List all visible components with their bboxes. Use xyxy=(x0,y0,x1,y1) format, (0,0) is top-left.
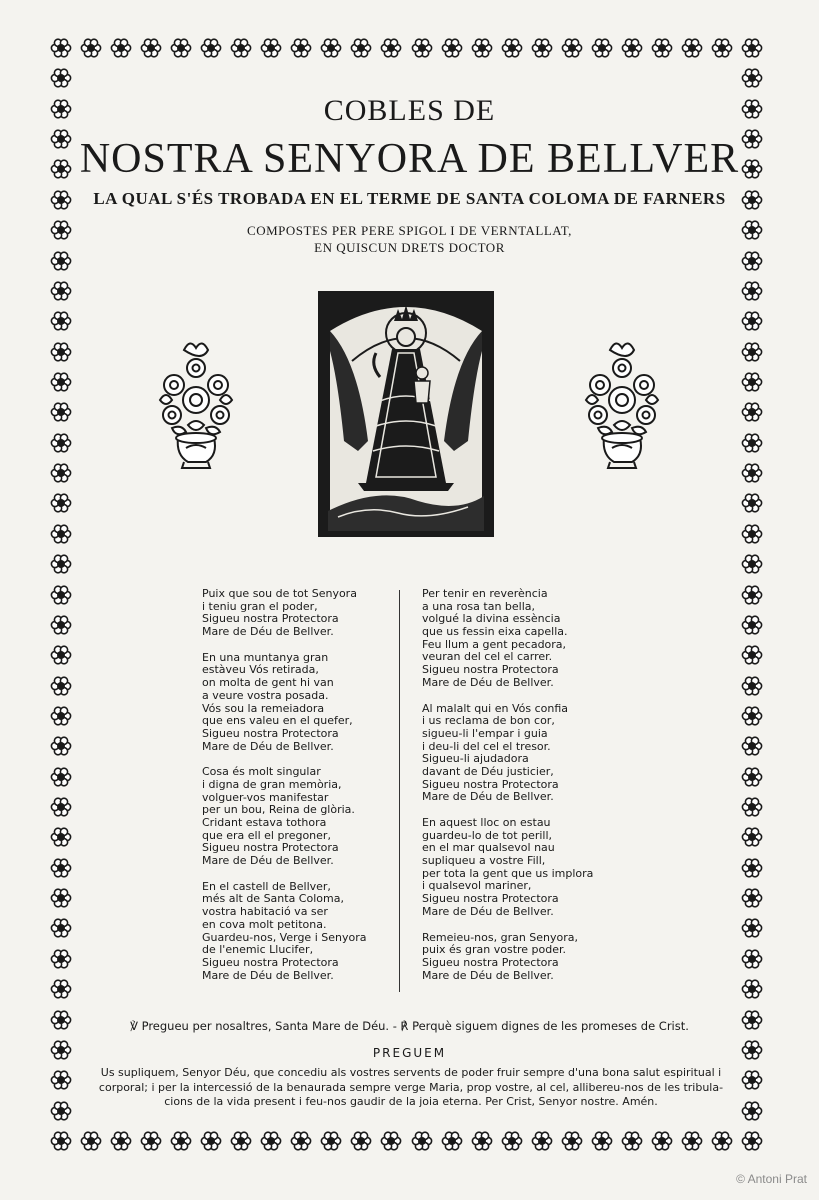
rosette-icon xyxy=(110,37,132,59)
prayer-line: corporal; i per la intercessió de la benaurada sempre verge Maria, prop vostre, al cel, allibereu-nos de les tribula- xyxy=(98,1080,724,1094)
author-line-2: EN QUISCUN DRETS DOCTOR xyxy=(314,240,505,255)
rosette-icon xyxy=(741,462,763,484)
rosette-icon xyxy=(290,1130,312,1152)
rosette-icon xyxy=(741,401,763,423)
rosette-icon xyxy=(501,1130,523,1152)
rosette-icon xyxy=(50,401,72,423)
rosette-icon xyxy=(380,1130,402,1152)
poem-line: Mare de Déu de Bellver. xyxy=(422,904,554,918)
poem-line: Puix que sou de tot Senyora xyxy=(202,587,357,600)
rosette-icon xyxy=(80,1130,102,1152)
poem-line: Sigueu nostra Protectora xyxy=(422,663,559,677)
rosette-icon xyxy=(170,1130,192,1152)
rosette-icon xyxy=(741,796,763,818)
rosette-icon xyxy=(50,432,72,454)
poem-line: En aquest lloc on estau xyxy=(422,816,551,829)
poem-line: Sigueu nostra Protectora xyxy=(422,955,559,969)
rosette-icon xyxy=(411,37,433,59)
rosette-icon xyxy=(260,37,282,59)
rosette-icon xyxy=(741,766,763,788)
rosette-icon xyxy=(320,1130,342,1152)
rosette-icon xyxy=(50,917,72,939)
rosette-icon xyxy=(50,37,72,59)
versicle: ℣ Pregueu per nosaltres, Santa Mare de Déu. - ℟ Perquè siguem dignes de les promeses de Crist. xyxy=(130,1019,689,1033)
title-line-2: NOSTRA SENYORA DE BELLVER xyxy=(79,136,740,182)
flower-vase-icon xyxy=(148,330,244,470)
poem-line: Feu llum a gent pecadora, xyxy=(422,637,567,651)
poem-line: Vós sou la remeiadora xyxy=(202,701,325,715)
rosette-icon xyxy=(741,67,763,89)
rosette-icon xyxy=(741,584,763,606)
rosette-icon xyxy=(50,705,72,727)
poem-line: i qualsevol mariner, xyxy=(422,879,532,893)
poem-line: Sigueu nostra Protectora xyxy=(422,892,559,906)
virgin-woodcut-icon xyxy=(318,291,494,537)
rosette-icon xyxy=(350,1130,372,1152)
rosette-icon xyxy=(471,37,493,59)
poem-line: i deu-li del cel el tresor. xyxy=(422,739,551,753)
rosette-icon xyxy=(621,1130,643,1152)
author-line-1: COMPOSTES PER PERE SPIGOL I DE VERNTALLAT, xyxy=(247,223,572,238)
rosette-icon xyxy=(441,37,463,59)
poem-line: en cova molt petitona. xyxy=(202,917,327,931)
rosette-icon xyxy=(741,857,763,879)
rosette-icon xyxy=(741,644,763,666)
poem-line: vostra habitació va ser xyxy=(202,905,328,919)
poem-line: en el mar qualsevol nau xyxy=(422,841,555,855)
rosette-icon xyxy=(290,37,312,59)
rosette-icon xyxy=(651,1130,673,1152)
poem-line: sigueu-li l'empar i guia xyxy=(422,726,548,740)
poem-line: puix és gran vostre poder. xyxy=(422,943,567,957)
rosette-icon xyxy=(50,1069,72,1091)
poem-line: Mare de Déu de Bellver. xyxy=(202,739,334,753)
rosette-icon xyxy=(741,978,763,1000)
rosette-icon xyxy=(50,1130,72,1152)
rosette-icon xyxy=(260,1130,282,1152)
rosette-icon xyxy=(320,37,342,59)
rosette-icon xyxy=(230,37,252,59)
rosette-icon xyxy=(50,371,72,393)
rosette-icon xyxy=(140,1130,162,1152)
poem-line: Cosa és molt singular xyxy=(202,765,321,779)
poem-line: supliqueu a vostre Fill, xyxy=(422,854,546,868)
rosette-icon xyxy=(741,735,763,757)
poem-line: i teniu gran el poder, xyxy=(202,599,318,613)
poem-line: de l'enemic Llucifer, xyxy=(202,943,314,957)
poem-line: a una rosa tan bella, xyxy=(422,599,536,613)
rosette-icon xyxy=(50,735,72,757)
rosette-icon xyxy=(741,1100,763,1122)
rosette-icon xyxy=(50,948,72,970)
subtitle: LA QUAL S'ÉS TROBADA EN EL TERME DE SANTA COLOMA DE FARNERS xyxy=(93,189,726,208)
poem-right-column xyxy=(422,588,593,982)
rosette-icon xyxy=(741,492,763,514)
rosette-icon xyxy=(741,341,763,363)
rosette-icon xyxy=(591,1130,613,1152)
rosette-icon xyxy=(50,826,72,848)
rosette-icon xyxy=(591,37,613,59)
poem-line: que era ell el pregoner, xyxy=(202,828,331,842)
stanza-gap xyxy=(202,868,366,881)
rosette-icon xyxy=(651,37,673,59)
rosette-icon xyxy=(531,37,553,59)
copyright-credit: © Antoni Prat xyxy=(736,1172,807,1186)
rosette-icon xyxy=(741,310,763,332)
rosette-icon xyxy=(380,37,402,59)
poem-line: per tota la gent que us implora xyxy=(422,866,594,880)
prayer xyxy=(96,1066,726,1110)
rosette-icon xyxy=(621,37,643,59)
rosette-icon xyxy=(411,1130,433,1152)
poem-line: Remeieu-nos, gran Senyora, xyxy=(422,930,579,944)
rosette-icon xyxy=(741,280,763,302)
poem-line: En el castell de Bellver, xyxy=(202,879,331,893)
poem-line: Sigueu-li ajudadora xyxy=(422,752,529,766)
rosette-icon xyxy=(50,644,72,666)
rosette-icon xyxy=(741,523,763,545)
rosette-icon xyxy=(350,37,372,59)
poem-line: estàveu Vós retirada, xyxy=(202,663,319,677)
rosette-icon xyxy=(200,37,222,59)
rosette-icon xyxy=(50,887,72,909)
poem-line: Sigueu nostra Protectora xyxy=(202,841,339,855)
poem-line: on molta de gent hi van xyxy=(202,676,334,690)
poem-line: volgué la divina essència xyxy=(422,612,561,626)
rosette-icon xyxy=(441,1130,463,1152)
prayer-line: cions de la vida present i feu-nos gaudir de la joia eterna. Per Crist, Senyor nostre. Amén. xyxy=(164,1095,658,1108)
rosette-icon xyxy=(50,280,72,302)
rosette-icon xyxy=(50,614,72,636)
rosette-icon xyxy=(501,37,523,59)
rosette-icon xyxy=(741,432,763,454)
rosette-icon xyxy=(140,37,162,59)
poem-line: En una muntanya gran xyxy=(202,650,329,664)
poem-line: i us reclama de bon cor, xyxy=(422,714,555,728)
rosette-icon xyxy=(561,1130,583,1152)
rosette-icon xyxy=(50,796,72,818)
rosette-icon xyxy=(80,37,102,59)
poem-line: davant de Déu justicier, xyxy=(422,764,554,778)
rosette-icon xyxy=(741,1069,763,1091)
rosette-icon xyxy=(50,462,72,484)
rosette-icon xyxy=(50,857,72,879)
rosette-icon xyxy=(170,37,192,59)
poem-line: veuran del cel el carrer. xyxy=(422,650,553,664)
poem-line: Mare de Déu de Bellver. xyxy=(422,790,554,804)
rosette-icon xyxy=(741,371,763,393)
poem-line: i digna de gran memòria, xyxy=(202,777,342,791)
poem-line: Mare de Déu de Bellver. xyxy=(202,968,334,982)
poem-line: Sigueu nostra Protectora xyxy=(202,955,339,969)
rosette-icon xyxy=(50,675,72,697)
poem-line: que ens valeu en el quefer, xyxy=(202,714,353,728)
title-line-1: COBLES DE xyxy=(323,94,496,127)
poem-line: per un bou, Reina de glòria. xyxy=(202,803,355,817)
rosette-icon xyxy=(50,978,72,1000)
rosette-icon xyxy=(531,1130,553,1152)
poem-line: volguer-vos manifestar xyxy=(202,790,329,804)
rosette-icon xyxy=(50,310,72,332)
rosette-icon xyxy=(681,1130,703,1152)
rosette-icon xyxy=(741,553,763,575)
prayer-line: Us supliquem, Senyor Déu, que concediu als vostres servents de poder fruir sempre d'una bona salut espiritual i xyxy=(100,1066,722,1079)
rosette-icon xyxy=(50,67,72,89)
column-divider xyxy=(399,590,400,992)
rosette-icon xyxy=(50,766,72,788)
poem-line: Per tenir en reverència xyxy=(422,587,548,600)
rosette-icon xyxy=(711,1130,733,1152)
rosette-icon xyxy=(200,1130,222,1152)
flower-vase-icon xyxy=(574,330,670,470)
rosette-icon xyxy=(50,523,72,545)
rosette-icon xyxy=(741,917,763,939)
poem-line: més alt de Santa Coloma, xyxy=(202,892,344,906)
poem-line: Mare de Déu de Bellver. xyxy=(422,968,554,982)
rosette-icon xyxy=(741,37,763,59)
rosette-icon xyxy=(741,614,763,636)
poem-line: Sigueu nostra Protectora xyxy=(422,777,559,791)
poem-line: Guardeu-nos, Verge i Senyora xyxy=(202,930,367,944)
rosette-icon xyxy=(741,948,763,970)
rosette-icon xyxy=(471,1130,493,1152)
rosette-icon xyxy=(561,37,583,59)
poem-line: Sigueu nostra Protectora xyxy=(202,726,339,740)
poem-line: Sigueu nostra Protectora xyxy=(202,612,339,626)
rosette-icon xyxy=(230,1130,252,1152)
stanza-gap xyxy=(422,690,593,703)
rosette-icon xyxy=(741,1130,763,1152)
poem-line: Cridant estava tothora xyxy=(202,816,327,829)
stanza-gap xyxy=(422,919,593,932)
rosette-icon xyxy=(681,37,703,59)
rosette-icon xyxy=(50,553,72,575)
stanza-gap xyxy=(202,639,366,652)
rosette-icon xyxy=(711,37,733,59)
poem-line: Al malalt qui en Vós confia xyxy=(422,701,568,715)
poem-line: Mare de Déu de Bellver. xyxy=(422,675,554,689)
rosette-icon xyxy=(741,675,763,697)
rosette-icon xyxy=(741,887,763,909)
poem-left-column xyxy=(202,588,366,982)
rosette-icon xyxy=(741,705,763,727)
poem-line: Mare de Déu de Bellver. xyxy=(202,854,334,868)
poem-line: Mare de Déu de Bellver. xyxy=(202,625,334,639)
rosette-icon xyxy=(50,341,72,363)
poem-line: que us fessin eixa capella. xyxy=(422,625,568,639)
rosette-icon xyxy=(110,1130,132,1152)
rosette-icon xyxy=(50,584,72,606)
rosette-icon xyxy=(50,1100,72,1122)
poem-line: guardeu-lo de tot perill, xyxy=(422,828,553,842)
preguem-heading: PREGUEM xyxy=(372,1046,447,1060)
rosette-icon xyxy=(50,492,72,514)
rosette-icon xyxy=(741,826,763,848)
poem-line: a veure vostra posada. xyxy=(202,688,329,702)
